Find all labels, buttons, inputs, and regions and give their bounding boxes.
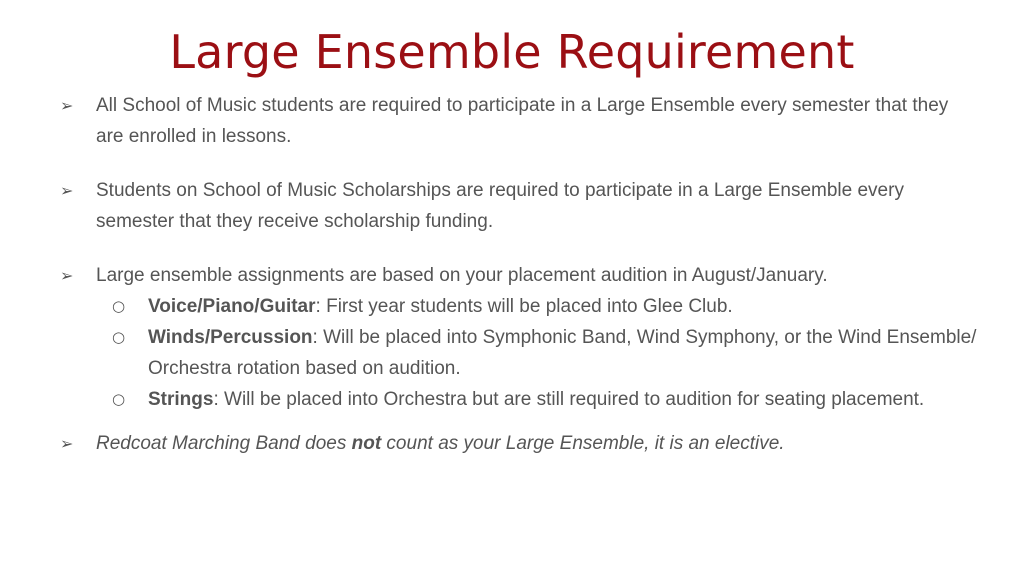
bullet-text: count as your Large Ensemble, it is an elective. [381,433,785,454]
sub-bullet-item [60,384,980,415]
sub-bullet-item [60,322,980,384]
bullet-item [60,90,980,152]
circle-bullet-icon: ○ [112,297,126,315]
bullet-emphasis: not [351,433,382,454]
sub-bullet-item [60,291,980,322]
sub-bullet-label: Voice/Piano/Guitar [148,296,316,317]
sub-bullet-label: Strings [148,389,214,410]
arrowhead-bullet-icon: ➢ [60,266,74,285]
arrowhead-bullet-icon: ➢ [60,96,74,115]
circle-bullet-icon: ○ [112,390,126,408]
bullet-item [60,175,980,237]
arrowhead-bullet-icon: ➢ [60,434,74,453]
bullet-text: Redcoat Marching Band does [96,433,352,454]
bullet-item [60,428,980,459]
circle-bullet-icon: ○ [112,328,126,346]
arrowhead-bullet-icon: ➢ [60,181,74,200]
bullet-item [60,260,980,291]
bullet-text: Students on School of Music Scholarships are required to participate in a Large Ensemble every semester that they receive scholarship funding. [96,180,904,232]
slide-body [60,90,980,459]
sub-bullet-label: Winds/Percussion [148,327,313,348]
bullet-text: All School of Music students are required to participate in a Large Ensemble every semester that they are enrolled in lessons. [96,95,949,147]
sub-bullet-text: : Will be placed into Orchestra but are still required to audition for seating placement. [213,389,925,410]
sub-bullet-text: : First year students will be placed into Glee Club. [315,296,733,317]
sub-bullet-text: : Will be placed into Symphonic Band, Wind Symphony, or the Wind Ensemble/ Orchestra rotation based on audition. [148,327,977,379]
bullet-text: Large ensemble assignments are based on your placement audition in August/January. [96,265,828,286]
slide-title: Large Ensemble Requirement [169,25,855,79]
